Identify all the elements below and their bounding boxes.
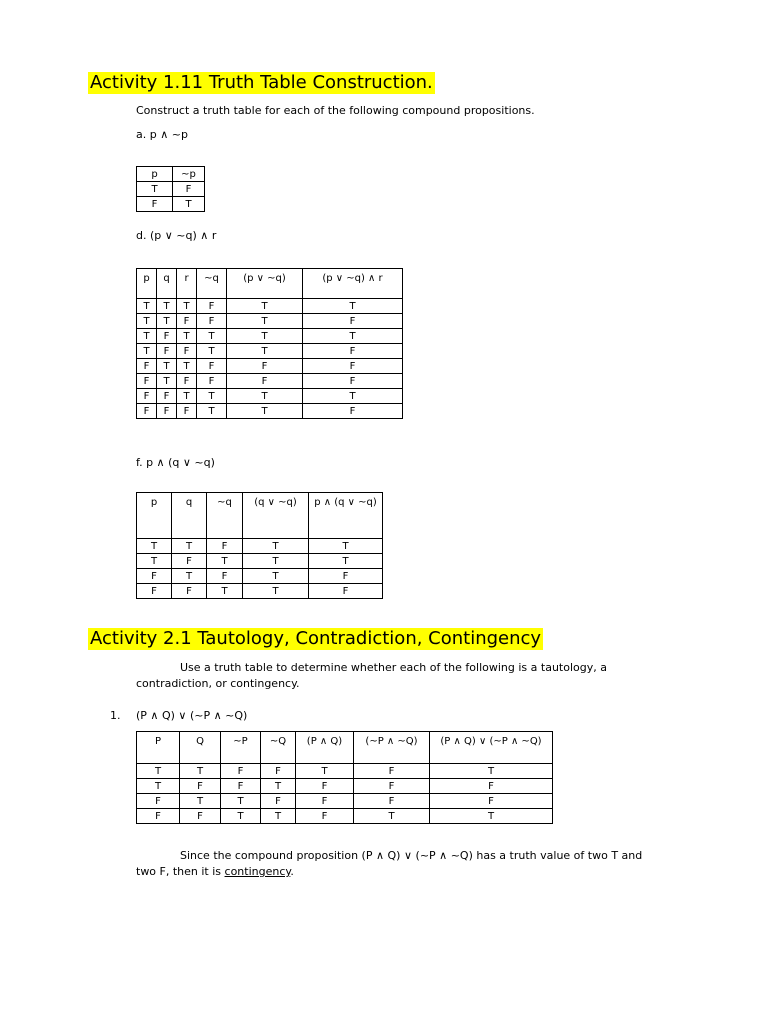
header-cell: (P ∧ Q) bbox=[296, 732, 354, 764]
header-cell: q bbox=[157, 269, 177, 299]
problem-f-label: f. p ∧ (q ∨ ~q) bbox=[136, 456, 215, 469]
table-cell: T bbox=[157, 374, 177, 389]
table-cell: T bbox=[180, 764, 221, 779]
truth-table-f bbox=[136, 492, 383, 599]
table-cell: T bbox=[177, 299, 197, 314]
table-cell: F bbox=[197, 359, 227, 374]
table-cell: T bbox=[207, 584, 243, 599]
table-cell: F bbox=[137, 809, 180, 824]
conclusion-paragraph bbox=[136, 848, 662, 880]
table-cell: F bbox=[172, 554, 207, 569]
table-cell: F bbox=[296, 794, 354, 809]
table-cell: F bbox=[137, 404, 157, 419]
table-cell: T bbox=[173, 197, 205, 212]
table-cell: F bbox=[309, 569, 383, 584]
table-cell: T bbox=[243, 539, 309, 554]
table-cell: F bbox=[207, 569, 243, 584]
conclusion-text: Since the compound proposition (P ∧ Q) ∨ (~P ∧ ~Q) has a truth value of two T and two F, then it is bbox=[136, 849, 643, 878]
table-cell: F bbox=[261, 764, 296, 779]
table-cell: F bbox=[180, 809, 221, 824]
table-cell: T bbox=[197, 344, 227, 359]
table-cell: F bbox=[177, 314, 197, 329]
table-cell: T bbox=[309, 539, 383, 554]
table-cell: T bbox=[157, 359, 177, 374]
table-cell: T bbox=[157, 314, 177, 329]
table-cell: F bbox=[227, 359, 303, 374]
header-cell: p bbox=[137, 167, 173, 182]
table-cell: T bbox=[177, 389, 197, 404]
truth-table-a bbox=[136, 166, 205, 212]
problem-a-label: a. p ∧ ~p bbox=[136, 128, 188, 141]
problem-1-number: 1. bbox=[110, 709, 121, 722]
table-cell: F bbox=[303, 359, 403, 374]
header-cell: ~p bbox=[173, 167, 205, 182]
table-cell: T bbox=[309, 554, 383, 569]
table-cell: T bbox=[430, 809, 553, 824]
table-cell: F bbox=[157, 389, 177, 404]
table-cell: F bbox=[137, 569, 172, 584]
table-cell: F bbox=[354, 794, 430, 809]
problem-d-label: d. (p ∨ ~q) ∧ r bbox=[136, 229, 217, 242]
table-cell: T bbox=[177, 329, 197, 344]
table-cell: T bbox=[261, 809, 296, 824]
header-cell: p bbox=[137, 269, 157, 299]
table-cell: F bbox=[309, 584, 383, 599]
activity-1-heading: Activity 1.11 Truth Table Construction. bbox=[90, 72, 433, 93]
table-cell: T bbox=[243, 569, 309, 584]
table-cell: T bbox=[221, 809, 261, 824]
table-cell: T bbox=[137, 182, 173, 197]
table-cell: T bbox=[137, 314, 157, 329]
table-cell: F bbox=[303, 314, 403, 329]
header-cell: p bbox=[137, 493, 172, 539]
table-cell: T bbox=[207, 554, 243, 569]
table-cell: T bbox=[137, 764, 180, 779]
header-cell: Q bbox=[180, 732, 221, 764]
header-cell: (p ∨ ~q) ∧ r bbox=[303, 269, 403, 299]
table-cell: T bbox=[137, 539, 172, 554]
header-cell: ~q bbox=[197, 269, 227, 299]
table-cell: F bbox=[157, 329, 177, 344]
table-cell: T bbox=[296, 764, 354, 779]
table-cell: F bbox=[137, 584, 172, 599]
truth-table-d bbox=[136, 268, 403, 419]
table-cell: T bbox=[303, 389, 403, 404]
table-cell: T bbox=[227, 299, 303, 314]
table-cell: T bbox=[243, 554, 309, 569]
activity-1-instruction: Construct a truth table for each of the following compound propositions. bbox=[136, 104, 535, 117]
table-cell: T bbox=[137, 779, 180, 794]
table-cell: T bbox=[137, 299, 157, 314]
activity-2-heading: Activity 2.1 Tautology, Contradiction, Contingency bbox=[90, 628, 542, 649]
table-cell: T bbox=[197, 329, 227, 344]
table-cell: T bbox=[227, 344, 303, 359]
header-cell: p ∧ (q ∨ ~q) bbox=[309, 493, 383, 539]
table-cell: T bbox=[221, 794, 261, 809]
table-cell: T bbox=[137, 344, 157, 359]
table-cell: T bbox=[303, 329, 403, 344]
table-cell: F bbox=[180, 779, 221, 794]
header-cell: ~q bbox=[207, 493, 243, 539]
table-cell: F bbox=[430, 794, 553, 809]
table-cell: F bbox=[172, 584, 207, 599]
table-cell: F bbox=[137, 197, 173, 212]
table-cell: T bbox=[261, 779, 296, 794]
header-cell: ~Q bbox=[261, 732, 296, 764]
conclusion-answer: contingency bbox=[224, 865, 291, 878]
table-cell: F bbox=[177, 344, 197, 359]
table-cell: F bbox=[430, 779, 553, 794]
table-cell: F bbox=[261, 794, 296, 809]
header-cell: q bbox=[172, 493, 207, 539]
table-cell: T bbox=[227, 389, 303, 404]
header-cell: (p ∨ ~q) bbox=[227, 269, 303, 299]
table-cell: F bbox=[221, 779, 261, 794]
table-cell: F bbox=[354, 779, 430, 794]
table-cell: T bbox=[172, 539, 207, 554]
table-cell: T bbox=[137, 554, 172, 569]
table-cell: F bbox=[221, 764, 261, 779]
header-cell: ~P bbox=[221, 732, 261, 764]
table-cell: T bbox=[197, 404, 227, 419]
table-cell: T bbox=[157, 299, 177, 314]
truth-table-1 bbox=[136, 731, 553, 824]
problem-1-label: (P ∧ Q) ∨ (~P ∧ ~Q) bbox=[136, 709, 248, 722]
conclusion-period: . bbox=[290, 865, 294, 878]
table-cell: F bbox=[354, 764, 430, 779]
activity-2-instruction: Use a truth table to determine whether each of the following is a tautology, a contradiction, or contingency. bbox=[136, 661, 607, 690]
table-cell: F bbox=[197, 374, 227, 389]
table-cell: F bbox=[296, 809, 354, 824]
table-cell: F bbox=[296, 779, 354, 794]
table-cell: T bbox=[197, 389, 227, 404]
table-cell: T bbox=[227, 314, 303, 329]
table-cell: F bbox=[137, 794, 180, 809]
table-cell: T bbox=[227, 329, 303, 344]
table-cell: F bbox=[157, 344, 177, 359]
table-cell: T bbox=[354, 809, 430, 824]
table-cell: F bbox=[177, 374, 197, 389]
table-cell: T bbox=[172, 569, 207, 584]
table-cell: F bbox=[173, 182, 205, 197]
table-cell: T bbox=[430, 764, 553, 779]
table-cell: F bbox=[177, 404, 197, 419]
table-cell: F bbox=[227, 374, 303, 389]
header-cell: P bbox=[137, 732, 180, 764]
table-cell: T bbox=[303, 299, 403, 314]
table-cell: F bbox=[137, 359, 157, 374]
table-cell: F bbox=[207, 539, 243, 554]
table-cell: F bbox=[157, 404, 177, 419]
table-cell: F bbox=[303, 404, 403, 419]
table-cell: T bbox=[177, 359, 197, 374]
table-cell: T bbox=[137, 329, 157, 344]
table-cell: T bbox=[243, 584, 309, 599]
header-cell: (P ∧ Q) ∨ (~P ∧ ~Q) bbox=[430, 732, 553, 764]
table-cell: T bbox=[227, 404, 303, 419]
table-cell: F bbox=[303, 344, 403, 359]
table-cell: F bbox=[137, 389, 157, 404]
header-cell: (q ∨ ~q) bbox=[243, 493, 309, 539]
table-cell: F bbox=[137, 374, 157, 389]
header-cell: (~P ∧ ~Q) bbox=[354, 732, 430, 764]
header-cell: r bbox=[177, 269, 197, 299]
table-cell: T bbox=[180, 794, 221, 809]
table-cell: F bbox=[303, 374, 403, 389]
table-cell: F bbox=[197, 299, 227, 314]
table-cell: F bbox=[197, 314, 227, 329]
